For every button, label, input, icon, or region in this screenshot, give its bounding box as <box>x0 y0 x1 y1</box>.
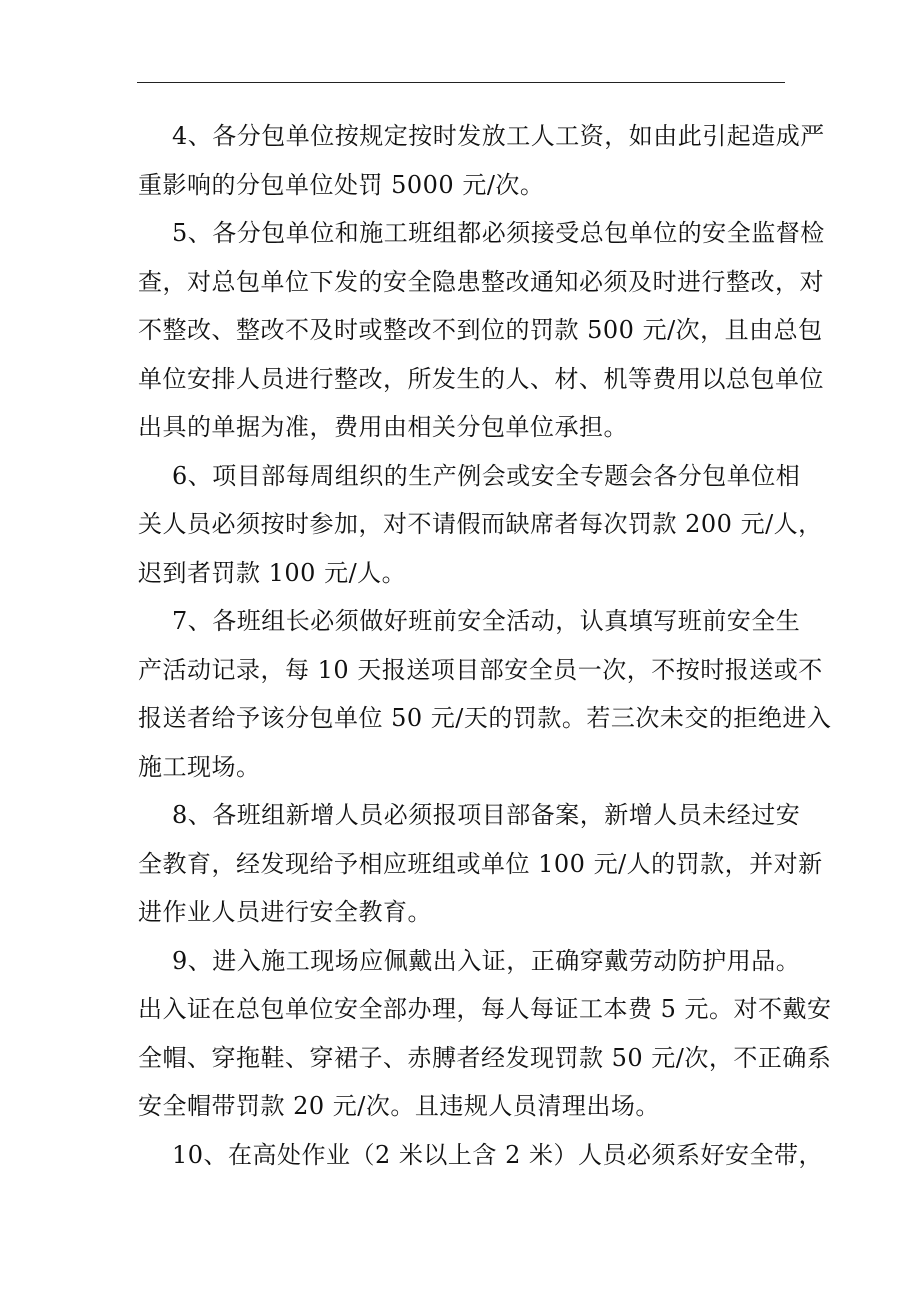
paragraph-line: 迟到者罚款 100 元/人。 <box>138 558 407 587</box>
paragraph-9 <box>138 937 832 1131</box>
paragraph-line: 5、各分包单位和施工班组都必须接受总包单位的安全监督检 <box>172 219 825 247</box>
paragraph-line: 9、进入施工现场应佩戴出入证，正确穿戴劳动防护用品。 <box>172 946 801 975</box>
paragraph-6 <box>138 452 823 598</box>
paragraph-line: 查，对总包单位下发的安全隐患整改通知必须及时进行整改，对 <box>138 267 824 296</box>
paragraph-line: 关人员必须按时参加，对不请假而缺席者每次罚款 200 元/人， <box>138 510 823 538</box>
paragraph-line: 4、各分包单位按规定按时发放工人工资，如由此引起造成严 <box>172 122 825 150</box>
paragraph-line: 全帽、穿拖鞋、穿裙子、赤膊者经发现罚款 50 元/次，不正确系 <box>138 1043 832 1072</box>
paragraph-line: 安全帽带罚款 20 元/次。且违规人员清理出场。 <box>138 1092 660 1120</box>
paragraph-line: 7、各班组长必须做好班前安全活动，认真填写班前安全生 <box>172 607 801 635</box>
paragraph-line: 8、各班组新增人员必须报项目部备案，新增人员未经过安 <box>172 801 801 829</box>
paragraph-5 <box>138 209 825 452</box>
paragraph-line: 10、在高处作业（2 米以上含 2 米）人员必须系好安全带， <box>172 1140 823 1169</box>
paragraph-line: 产活动记录，每 10 天报送项目部安全员一次，不按时报送或不 <box>138 655 823 684</box>
paragraph-10 <box>140 1131 823 1180</box>
paragraph-line: 单位安排人员进行整改，所发生的人、材、机等费用以总包单位 <box>138 364 824 393</box>
paragraph-8 <box>138 791 823 937</box>
paragraph-line: 全教育，经发现给予相应班组或单位 100 元/人的罚款，并对新 <box>138 849 823 878</box>
paragraph-line: 报送者给予该分包单位 50 元/天的罚款。若三次未交的拒绝进入 <box>138 704 832 732</box>
paragraph-line: 重影响的分包单位处罚 5000 元/次。 <box>138 170 545 199</box>
paragraph-line: 进作业人员进行安全教育。 <box>138 898 432 926</box>
paragraph-line: 6、项目部每周组织的生产例会或安全专题会各分包单位相 <box>172 461 801 490</box>
paragraph-line: 施工现场。 <box>138 752 261 781</box>
paragraph-line: 出入证在总包单位安全部办理，每人每证工本费 5 元。对不戴安 <box>138 995 832 1023</box>
header-rule <box>137 82 785 83</box>
paragraph-line: 出具的单据为准，费用由相关分包单位承担。 <box>138 413 628 441</box>
paragraph-4 <box>138 112 825 209</box>
paragraph-7 <box>138 597 832 791</box>
document-body <box>138 112 832 1179</box>
paragraph-line: 不整改、整改不及时或整改不到位的罚款 500 元/次，且由总包 <box>138 316 823 344</box>
